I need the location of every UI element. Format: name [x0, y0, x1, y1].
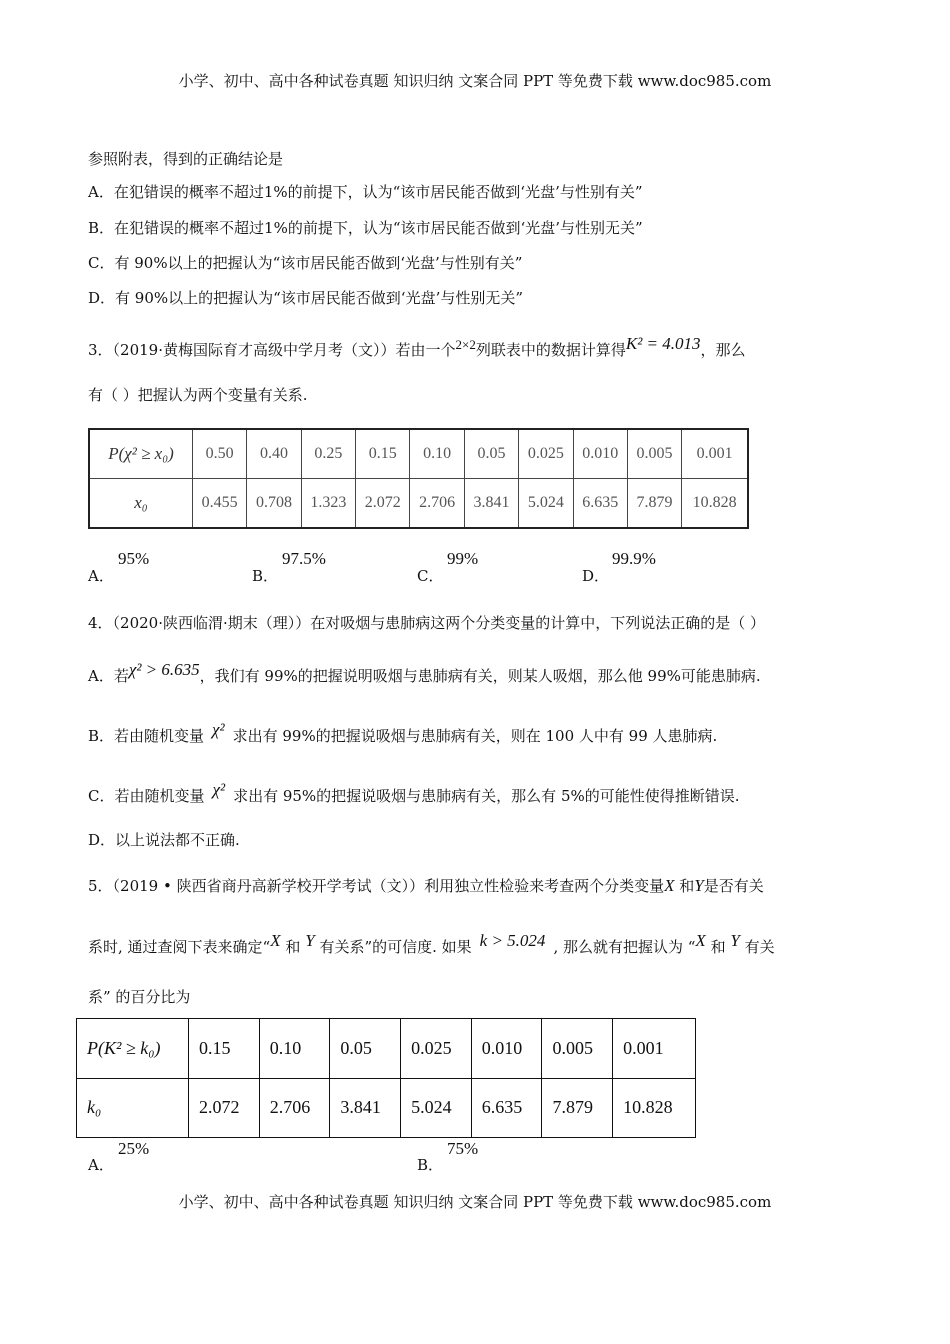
q3-option-d-value: 99.9%	[612, 549, 656, 568]
q4-a-text: ，我们有 99%的把握说明吸烟与患肺病有关，则某人吸烟，那么他 99%可能患肺病.	[199, 667, 761, 685]
var-x: X	[695, 931, 706, 950]
table-cell: 2.072	[356, 479, 410, 529]
q2-option-a: A．在犯错误的概率不超过1%的前提下，认为“该市居民能否做到‘光盘’与性别有关”	[88, 183, 643, 201]
table-cell: 0.010	[573, 429, 627, 479]
q5-text: 是否有关	[703, 877, 764, 895]
table-cell: 0.455	[193, 479, 247, 529]
table-cell: 0.50	[193, 429, 247, 479]
table-cell: 2.072	[189, 1078, 260, 1138]
table-cell: 7.879	[542, 1078, 613, 1138]
table-header-cell: P(χ² ≥ x₀)	[89, 429, 193, 479]
table-cell: 0.25	[301, 429, 355, 479]
table-cell: 1.323	[301, 479, 355, 529]
table-cell: 0.001	[682, 429, 748, 479]
var-y: Y	[694, 876, 704, 895]
table-row	[77, 1078, 696, 1138]
var-x: X	[664, 876, 675, 895]
table-cell: 7.879	[627, 479, 681, 529]
q3-stem-c: ，那么	[700, 341, 746, 359]
q5-and: 和	[285, 938, 301, 956]
table-cell: 3.841	[464, 479, 518, 529]
q4-b-math: χ²	[212, 720, 225, 739]
q2-option-b: B．在犯错误的概率不超过1%的前提下，认为“该市居民能否做到‘光盘’与性别无关”	[88, 219, 643, 237]
table-cell: 0.15	[189, 1019, 260, 1079]
chi-square-table-1	[88, 428, 749, 529]
table-cell: 0.10	[259, 1019, 330, 1079]
q5-text: 系时, 通过查阅下表来确定“	[88, 938, 271, 956]
q5-and: 和	[710, 938, 726, 956]
q5-text: 有关	[744, 938, 775, 956]
table-row	[77, 1019, 696, 1079]
page-footer: 小学、初中、高中各种试卷真题 知识归纳 文案合同 PPT 等免费下载 www.doc985.com	[178, 1193, 772, 1211]
q3-option-d-letter: D．	[582, 567, 610, 585]
q3-option-c-letter: C．	[417, 567, 444, 585]
table-cell: 0.001	[613, 1019, 696, 1079]
q5-line-3: 系” 的百分比为	[88, 988, 191, 1006]
var-x: X	[270, 931, 281, 950]
table-row	[89, 479, 748, 529]
table-cell: 6.635	[573, 479, 627, 529]
q4-option-b	[88, 720, 717, 746]
q5-text: 有关系”的可信度. 如果	[319, 938, 472, 956]
table-cell: 0.708	[247, 479, 301, 529]
q4-option-d: D．以上说法都不正确.	[88, 831, 240, 849]
table-cell: 0.10	[410, 429, 464, 479]
table-cell: 5.024	[401, 1078, 472, 1138]
q5-option-b-letter: B．	[417, 1156, 444, 1174]
table-cell: 0.025	[519, 429, 573, 479]
q5-option-b-value: 75%	[447, 1139, 479, 1158]
table-cell: 0.025	[401, 1019, 472, 1079]
table-cell: 2.706	[410, 479, 464, 529]
q4-option-c	[88, 780, 740, 806]
q5-option-a-letter: A．	[88, 1156, 114, 1174]
q2-intro: 参照附表，得到的正确结论是	[88, 150, 284, 168]
table-cell: 0.15	[356, 429, 410, 479]
table-cell: 0.05	[464, 429, 518, 479]
q3-stem-b: 列联表中的数据计算得	[475, 341, 626, 359]
var-y: Y	[305, 931, 315, 950]
q2-option-c: C．有 90%以上的把握认为“该市居民能否做到‘光盘’与性别有关”	[88, 254, 523, 272]
q3-stem	[88, 334, 746, 360]
q4-stem: 4．（2020·陕西临渭·期末（理））在对吸烟与患肺病这两个分类变量的计算中，下列说法正确的是（ ）	[88, 614, 766, 632]
q3-option-a-value: 95%	[118, 549, 150, 568]
q3-stem-a: 3．（2019·黄梅国际育才高级中学月考（文））若由一个	[88, 341, 456, 359]
table-cell: 5.024	[519, 479, 573, 529]
table-header-cell: k₀	[77, 1078, 189, 1138]
table-cell: 10.828	[613, 1078, 696, 1138]
q3-stem-d: 有（ ）把握认为两个变量有关系.	[88, 386, 308, 404]
table-cell: 0.005	[542, 1019, 613, 1079]
q4-option-a	[88, 660, 761, 686]
table-header-cell: P(K² ≥ k₀)	[77, 1019, 189, 1079]
q4-c-text: 求出有 95%的把握说吸烟与患肺病有关，那么有 5%的可能性使得推断错误.	[233, 787, 740, 805]
q4-b-text: 求出有 99%的把握说吸烟与患肺病有关，则在 100 人中有 99 人患肺病.	[232, 727, 718, 745]
critical-value-table-2	[76, 1018, 696, 1138]
q5-k-math: k > 5.024	[479, 931, 546, 950]
q3-option-a-letter: A．	[88, 567, 114, 585]
q4-c-math: χ²	[212, 780, 226, 799]
q3-option-c-value: 99%	[447, 549, 479, 568]
q4-a-prefix: A．若	[88, 667, 129, 685]
table-header-cell: x₀	[89, 479, 193, 529]
table-cell: 0.40	[247, 429, 301, 479]
table-cell: 3.841	[330, 1078, 401, 1138]
q2-option-d: D．有 90%以上的把握认为“该市居民能否做到‘光盘’与性别无关”	[88, 289, 524, 307]
table-cell: 0.005	[627, 429, 681, 479]
q4-a-math: χ² > 6.635	[128, 660, 200, 679]
table-cell: 6.635	[471, 1078, 542, 1138]
table-cell: 0.05	[330, 1019, 401, 1079]
table-cell: 2.706	[259, 1078, 330, 1138]
table-row	[89, 429, 748, 479]
q5-and: 和	[679, 877, 695, 895]
q4-b-prefix: B．若由随机变量	[88, 727, 205, 745]
table-cell: 10.828	[682, 479, 748, 529]
table-cell: 0.010	[471, 1019, 542, 1079]
q3-math-2x2: 2×2	[455, 337, 476, 352]
page-header: 小学、初中、高中各种试卷真题 知识归纳 文案合同 PPT 等免费下载 www.doc985.com	[178, 72, 772, 90]
q4-c-prefix: C．若由随机变量	[88, 787, 205, 805]
q5-option-a-value: 25%	[118, 1139, 150, 1158]
q5-text: 5．（2019 • 陕西省商丹高新学校开学考试（文））利用独立性检验来考查两个分类变量	[88, 877, 665, 895]
q5-line-1	[88, 875, 764, 896]
q3-option-b-letter: B．	[252, 567, 279, 585]
q5-text: , 那么就有把握认为 “	[553, 938, 696, 956]
q3-option-b-value: 97.5%	[282, 549, 326, 568]
var-y: Y	[730, 931, 740, 950]
q5-line-2	[88, 931, 775, 957]
q3-math-k2: K² = 4.013	[625, 334, 701, 353]
